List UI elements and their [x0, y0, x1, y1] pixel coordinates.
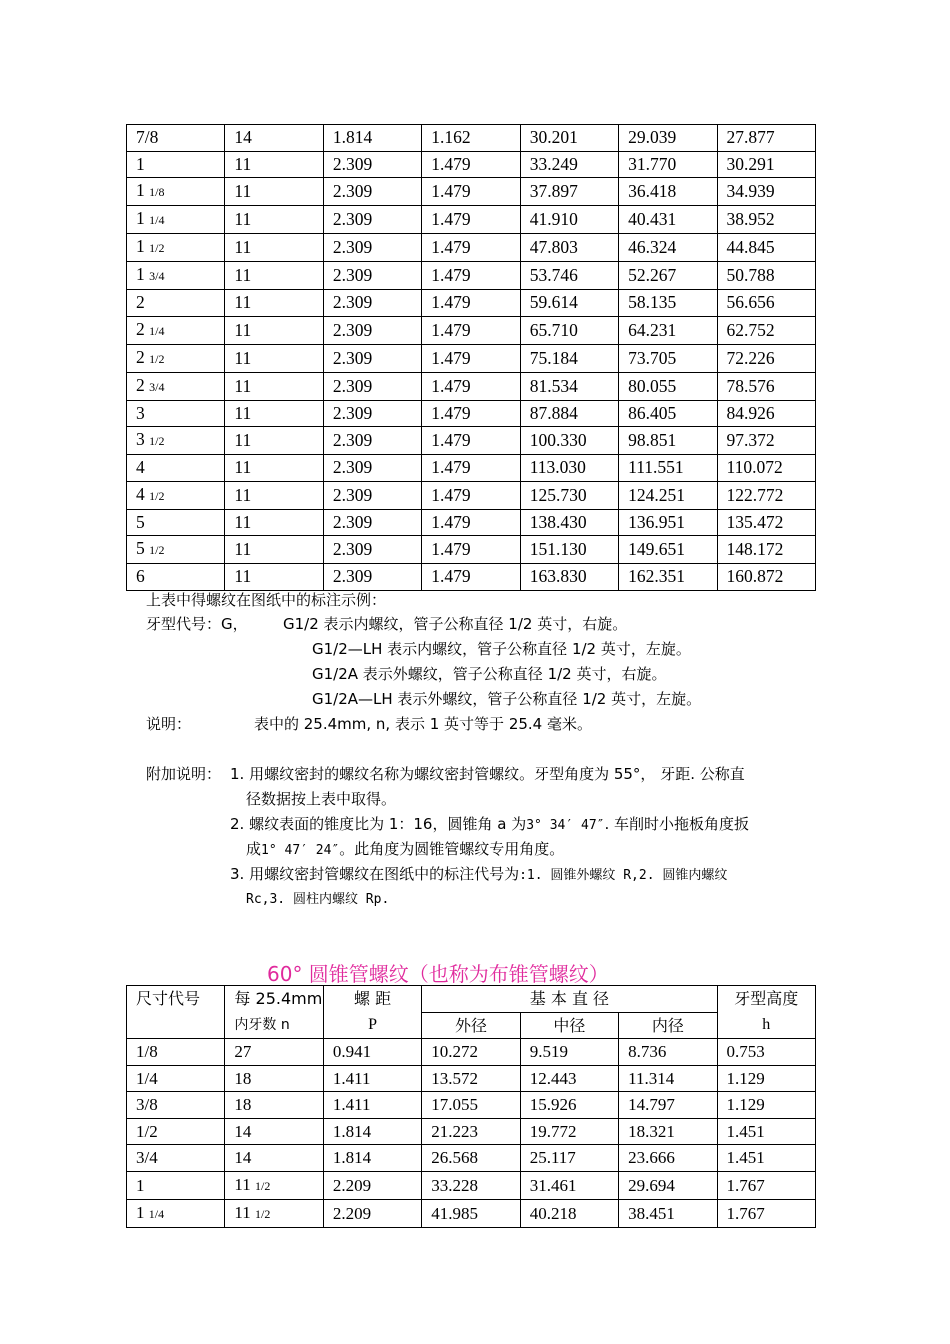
size-value: 1 [136, 180, 145, 200]
cell-d: 26.568 [422, 1145, 520, 1172]
size-value: 2 [136, 346, 145, 367]
cell-d2: 29.039 [619, 125, 717, 152]
size-cell [127, 564, 225, 591]
cell-h: 1.129 [717, 1065, 815, 1092]
cell-d1: 62.752 [717, 316, 815, 344]
cell-n: 11 [225, 178, 323, 206]
table-row [127, 125, 816, 152]
header-threads-line1: 每 25.4mm [234, 989, 323, 1008]
cell-p: 2.209 [323, 1171, 421, 1199]
threads-cell [225, 1039, 323, 1066]
size-value: 3/4 [136, 1148, 158, 1168]
table-row [127, 290, 816, 317]
table-row [127, 481, 816, 509]
size-value: 6 [136, 566, 145, 587]
size-cell [127, 1092, 225, 1119]
extra-note-2a-tail: . 车削时小拖板角度扳 [604, 815, 750, 833]
cell-d2: 36.418 [619, 178, 717, 206]
cell-n: 11 [225, 151, 323, 178]
cell-d2: 80.055 [619, 372, 717, 400]
header-height-line1: 牙型高度 [734, 989, 799, 1008]
cell-n: 11 [225, 536, 323, 564]
size-fraction: 3/4 [149, 379, 165, 394]
cell-d1: 135.472 [717, 509, 815, 536]
threads-cell [225, 1199, 323, 1227]
table-row [127, 372, 816, 400]
threads-cell [225, 1092, 323, 1119]
size-cell [127, 427, 225, 455]
cell-d1: 50.788 [717, 262, 815, 290]
size-fraction: 3/4 [149, 269, 165, 283]
table-row [127, 262, 816, 290]
extra-note-2a [230, 812, 749, 838]
size-cell [127, 206, 225, 234]
extra-note-2b-text: 成 [246, 840, 262, 858]
table-row [127, 206, 816, 234]
size-cell [127, 178, 225, 206]
cell-h: 1.767 [717, 1199, 815, 1227]
table-row [127, 1092, 816, 1119]
cell-n: 11 [225, 400, 323, 427]
size-fraction: 1/2 [149, 434, 165, 448]
cell-d2: 25.117 [520, 1145, 618, 1172]
cell-n: 11 [225, 344, 323, 372]
table-row [127, 564, 816, 591]
cell-h: 1.451 [717, 1145, 815, 1172]
size-value: 27 [234, 1042, 252, 1062]
cell-d2: 19.772 [520, 1118, 618, 1145]
table-row [127, 1039, 816, 1066]
cell-d: 37.897 [520, 178, 618, 206]
size-value: 18 [234, 1095, 252, 1115]
cell-d: 53.746 [520, 262, 618, 290]
extra-note-1a: 1. 用螺纹密封的螺纹名称为螺纹密封管螺纹。牙型角度为 55°， 牙距. 公称直 [230, 765, 745, 783]
cell-d2: 111.551 [619, 455, 717, 482]
size-value: 14 [234, 1121, 252, 1141]
cell-h: 1.479 [422, 234, 520, 262]
cell-n: 11 [225, 234, 323, 262]
cell-h: 1.479 [422, 564, 520, 591]
cell-d2: 52.267 [619, 262, 717, 290]
section-title: 60° 圆锥管螺纹（也称为布锥管螺纹） [267, 962, 609, 986]
size-value: 2 [136, 292, 145, 313]
size-value: 1/8 [136, 1042, 158, 1062]
table-row [127, 344, 816, 372]
cell-h: 1.479 [422, 455, 520, 482]
cell-d1: 11.314 [619, 1065, 717, 1092]
cell-p: 2.309 [323, 206, 421, 234]
cell-h: 1.479 [422, 481, 520, 509]
size-value: 4 [136, 457, 145, 478]
cell-d1: 78.576 [717, 372, 815, 400]
cell-d: 163.830 [520, 564, 618, 591]
cell-d2: 9.519 [520, 1039, 618, 1066]
cell-h: 1.479 [422, 509, 520, 536]
cell-h: 1.479 [422, 536, 520, 564]
size-fraction: 1/2 [149, 351, 165, 366]
explain-text: 表中的 25.4mm, n, 表示 1 英寸等于 25.4 毫米。 [254, 715, 592, 733]
cell-n: 11 [225, 290, 323, 317]
cell-h: 1.479 [422, 427, 520, 455]
cell-n: 11 [225, 262, 323, 290]
cell-h: 1.479 [422, 206, 520, 234]
table-row [127, 509, 816, 536]
cell-d1: 72.226 [717, 344, 815, 372]
cell-p: 2.309 [323, 400, 421, 427]
cell-h: 1.479 [422, 178, 520, 206]
size-value: 1 [136, 264, 145, 284]
size-cell [127, 481, 225, 509]
size-value: 11 [234, 1174, 251, 1194]
cell-p: 2.309 [323, 234, 421, 262]
taper-thread-table-body [127, 986, 816, 1228]
cell-h: 1.479 [422, 344, 520, 372]
cell-d2: 15.926 [520, 1092, 618, 1119]
size-fraction: 1/2 [255, 1206, 271, 1221]
example-1: G1/2 表示内螺纹，管子公称直径 1/2 英寸，右旋。 [283, 615, 628, 633]
cell-n: 11 [225, 481, 323, 509]
size-value: 3 [136, 402, 145, 423]
extra-note-2a-text: 2. 螺纹表面的锥度比为 1：16，圆锥角 a 为 [230, 815, 527, 833]
table-row [127, 400, 816, 427]
notes-intro: 上表中得螺纹在图纸中的标注示例： [146, 591, 387, 609]
cell-d2: 98.851 [619, 427, 717, 455]
cell-d: 138.430 [520, 509, 618, 536]
cell-d1: 122.772 [717, 481, 815, 509]
threads-cell [225, 1065, 323, 1092]
table-row [127, 455, 816, 482]
size-fraction: 1/4 [148, 1206, 165, 1221]
table-row [127, 1199, 816, 1227]
cell-d1: 38.952 [717, 206, 815, 234]
header-thread-height [717, 986, 815, 1039]
size-fraction: 1/4 [149, 213, 165, 227]
cell-d: 33.228 [422, 1171, 520, 1199]
threads-cell [225, 1145, 323, 1172]
size-cell [127, 1145, 225, 1172]
header-pitch-diameter: 中径 [520, 1012, 618, 1039]
cell-d2: 64.231 [619, 316, 717, 344]
extra-note-3a [230, 862, 727, 888]
example-3: G1/2A 表示外螺纹，管子公称直径 1/2 英寸，右旋。 [312, 665, 667, 683]
size-value: 1 [136, 208, 145, 228]
cell-h: 1.479 [422, 262, 520, 290]
size-value: 1/2 [136, 1121, 158, 1141]
size-cell [127, 1199, 225, 1227]
cell-d: 41.910 [520, 206, 618, 234]
size-value: 1 [136, 236, 145, 256]
table-row [127, 316, 816, 344]
size-cell [127, 234, 225, 262]
cell-p: 2.309 [323, 455, 421, 482]
taper-angle: 3° 34′ 47″ [526, 818, 605, 833]
taper-thread-table [126, 985, 816, 1228]
cell-p: 2.309 [323, 316, 421, 344]
cell-d1: 44.845 [717, 234, 815, 262]
header-pitch-line2: P [368, 1016, 377, 1033]
size-value: 1 [136, 1202, 145, 1222]
size-cell [127, 455, 225, 482]
cell-d2: 40.431 [619, 206, 717, 234]
cell-p: 1.411 [323, 1065, 421, 1092]
cell-h: 1.767 [717, 1171, 815, 1199]
cell-n: 11 [225, 316, 323, 344]
cell-p: 1.814 [323, 1118, 421, 1145]
size-value: 5 [136, 538, 145, 558]
cell-d1: 18.321 [619, 1118, 717, 1145]
extra-note-2b-tail: 。此角度为圆锥管螺纹专用角度。 [339, 840, 565, 858]
extra-note-2b [246, 837, 564, 863]
size-fraction: 1/2 [149, 543, 165, 557]
cell-h: 1.162 [422, 125, 520, 152]
cell-d: 10.272 [422, 1039, 520, 1066]
table-row [127, 536, 816, 564]
cell-p: 2.309 [323, 427, 421, 455]
size-cell [127, 1118, 225, 1145]
cell-d: 47.803 [520, 234, 618, 262]
cell-h: 1.479 [422, 400, 520, 427]
header-height-line2: h [762, 1016, 771, 1033]
header-inner-diameter: 内径 [619, 1012, 717, 1039]
cell-p: 2.309 [323, 481, 421, 509]
size-cell [127, 372, 225, 400]
size-fraction: 1/4 [149, 323, 165, 338]
cell-p: 1.814 [323, 1145, 421, 1172]
cell-d1: 160.872 [717, 564, 815, 591]
cell-n: 11 [225, 372, 323, 400]
size-value: 1/4 [136, 1068, 158, 1088]
cell-h: 1.479 [422, 372, 520, 400]
size-value: 11 [234, 1202, 251, 1222]
cell-d: 87.884 [520, 400, 618, 427]
cell-d2: 40.218 [520, 1199, 618, 1227]
header-basic-diameter: 基 本 直 径 [422, 986, 717, 1013]
table-row [127, 151, 816, 178]
cell-d2: 136.951 [619, 509, 717, 536]
cell-d: 17.055 [422, 1092, 520, 1119]
cell-p: 2.309 [323, 151, 421, 178]
cell-d1: 56.656 [717, 290, 815, 317]
size-value: 2 [136, 318, 145, 339]
cell-n: 11 [225, 564, 323, 591]
cell-p: 2.309 [323, 290, 421, 317]
cell-d2: 73.705 [619, 344, 717, 372]
cell-h: 1.451 [717, 1118, 815, 1145]
size-cell [127, 1065, 225, 1092]
cell-h: 1.479 [422, 316, 520, 344]
thread-dimension-table [126, 124, 816, 591]
table-row [127, 1171, 816, 1199]
cell-p: 2.309 [323, 509, 421, 536]
cell-p: 1.411 [323, 1092, 421, 1119]
cell-n: 11 [225, 427, 323, 455]
cell-n: 14 [225, 125, 323, 152]
header-outer-diameter: 外径 [422, 1012, 520, 1039]
size-cell [127, 151, 225, 178]
header-pitch [323, 986, 421, 1039]
table-row [127, 234, 816, 262]
cell-d2: 162.351 [619, 564, 717, 591]
cell-h: 0.753 [717, 1039, 815, 1066]
table-row [127, 178, 816, 206]
cell-d2: 12.443 [520, 1065, 618, 1092]
cell-p: 2.209 [323, 1199, 421, 1227]
cell-d1: 97.372 [717, 427, 815, 455]
header-threads-line2: 内牙数 n [234, 1017, 290, 1033]
cell-p: 2.309 [323, 262, 421, 290]
header-pitch-line1: 螺 距 [354, 989, 392, 1008]
cell-d1: 84.926 [717, 400, 815, 427]
cell-d: 151.130 [520, 536, 618, 564]
extra-note-3b: Rc,3. 圆柱内螺纹 Rp. [246, 892, 390, 907]
cell-h: 1.479 [422, 151, 520, 178]
size-cell [127, 344, 225, 372]
size-cell [127, 1039, 225, 1066]
table-row [127, 1118, 816, 1145]
cell-d2: 86.405 [619, 400, 717, 427]
cell-d: 81.534 [520, 372, 618, 400]
cell-d: 75.184 [520, 344, 618, 372]
size-value: 2 [136, 374, 145, 395]
cell-h: 1.129 [717, 1092, 815, 1119]
size-value: 3 [136, 429, 145, 449]
size-value: 18 [234, 1068, 252, 1088]
cell-d2: 31.770 [619, 151, 717, 178]
example-2: G1/2—LH 表示内螺纹，管子公称直径 1/2 英寸，左旋。 [312, 640, 691, 658]
cell-d: 41.985 [422, 1199, 520, 1227]
cell-d: 59.614 [520, 290, 618, 317]
cell-d1: 38.451 [619, 1199, 717, 1227]
cell-d1: 14.797 [619, 1092, 717, 1119]
cell-n: 11 [225, 509, 323, 536]
cell-p: 2.309 [323, 564, 421, 591]
cell-d1: 29.694 [619, 1171, 717, 1199]
extra-note-3a-codes: :1. 圆锥外螺纹 R,2. 圆锥内螺纹 [519, 868, 728, 883]
size-value: 4 [136, 483, 145, 504]
size-value: 1 [136, 1175, 145, 1195]
cell-d1: 8.736 [619, 1039, 717, 1066]
cell-p: 2.309 [323, 372, 421, 400]
cell-d2: 149.651 [619, 536, 717, 564]
cell-p: 2.309 [323, 178, 421, 206]
thread-dimension-table-body [127, 125, 816, 591]
size-cell [127, 125, 225, 152]
extra-note-3a-text: 3. 用螺纹密封管螺纹在图纸中的标注代号为 [230, 865, 520, 883]
threads-cell [225, 1171, 323, 1199]
cell-p: 2.309 [323, 344, 421, 372]
size-fraction: 1/8 [149, 185, 165, 199]
size-cell [127, 400, 225, 427]
size-fraction: 1/2 [149, 241, 165, 255]
cell-d1: 34.939 [717, 178, 815, 206]
cell-d2: 46.324 [619, 234, 717, 262]
cell-n: 11 [225, 455, 323, 482]
cell-d1: 30.291 [717, 151, 815, 178]
cell-d2: 31.461 [520, 1171, 618, 1199]
header-row-1 [127, 986, 816, 1013]
header-threads-per-inch [225, 986, 323, 1039]
size-cell [127, 316, 225, 344]
cell-d2: 58.135 [619, 290, 717, 317]
cell-d1: 27.877 [717, 125, 815, 152]
size-cell [127, 290, 225, 317]
table-row [127, 1145, 816, 1172]
cell-d2: 124.251 [619, 481, 717, 509]
cell-n: 11 [225, 206, 323, 234]
size-value: 14 [234, 1148, 252, 1168]
example-4: G1/2A—LH 表示外螺纹，管子公称直径 1/2 英寸，左旋。 [312, 690, 702, 708]
cell-d1: 23.666 [619, 1145, 717, 1172]
cell-p: 1.814 [323, 125, 421, 152]
extra-note-1b: 径数据按上表中取得。 [246, 790, 397, 808]
size-cell [127, 509, 225, 536]
size-fraction: 1/2 [255, 1178, 271, 1193]
cell-p: 2.309 [323, 536, 421, 564]
size-cell [127, 1171, 225, 1199]
size-value: 1 [136, 153, 145, 174]
cell-d: 65.710 [520, 316, 618, 344]
type-code-label: 牙型代号：G， [146, 615, 248, 633]
carriage-angle: 1° 47′ 24″ [261, 843, 340, 858]
explain-label: 说明： [146, 715, 192, 733]
extra-label: 附加说明： [146, 765, 222, 783]
table-row [127, 1065, 816, 1092]
size-value: 7/8 [136, 127, 159, 148]
size-fraction: 1/2 [149, 488, 165, 503]
cell-d1: 110.072 [717, 455, 815, 482]
cell-d: 13.572 [422, 1065, 520, 1092]
header-size: 尺寸代号 [127, 986, 225, 1039]
table-row [127, 427, 816, 455]
cell-d1: 148.172 [717, 536, 815, 564]
size-value: 5 [136, 511, 145, 532]
cell-h: 1.479 [422, 290, 520, 317]
size-cell [127, 536, 225, 564]
cell-d: 100.330 [520, 427, 618, 455]
size-value: 3/8 [136, 1095, 158, 1115]
cell-d: 30.201 [520, 125, 618, 152]
size-cell [127, 262, 225, 290]
cell-d: 113.030 [520, 455, 618, 482]
threads-cell [225, 1118, 323, 1145]
cell-d: 33.249 [520, 151, 618, 178]
cell-d: 125.730 [520, 481, 618, 509]
cell-p: 0.941 [323, 1039, 421, 1066]
cell-d: 21.223 [422, 1118, 520, 1145]
